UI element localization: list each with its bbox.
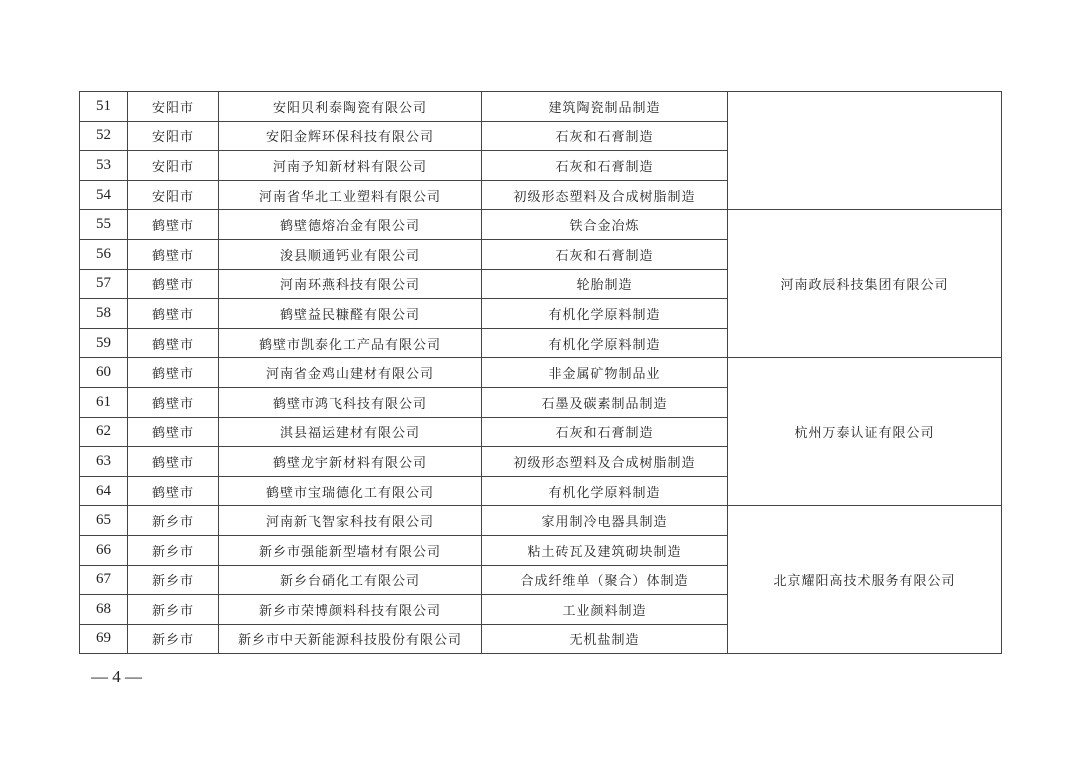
industry-cell: 有机化学原料制造: [482, 328, 728, 358]
company-name-cell: 浚县顺通钙业有限公司: [219, 239, 482, 269]
company-name-cell: 河南省金鸡山建材有限公司: [219, 358, 482, 388]
company-name-cell: 鹤壁市宝瑞德化工有限公司: [219, 476, 482, 506]
company-name-cell: 河南省华北工业塑料有限公司: [219, 180, 482, 210]
row-number: 52: [80, 121, 128, 151]
service-agency-cell: 北京耀阳高技术服务有限公司: [728, 506, 1002, 654]
row-number: 58: [80, 299, 128, 329]
industry-cell: 建筑陶瓷制品制造: [482, 92, 728, 122]
industry-cell: 有机化学原料制造: [482, 476, 728, 506]
city-cell: 新乡市: [128, 506, 219, 536]
industry-cell: 初级形态塑料及合成树脂制造: [482, 447, 728, 477]
row-number: 57: [80, 269, 128, 299]
company-name-cell: 河南新飞智家科技有限公司: [219, 506, 482, 536]
industry-cell: 石灰和石膏制造: [482, 417, 728, 447]
row-number: 59: [80, 328, 128, 358]
city-cell: 鹤壁市: [128, 210, 219, 240]
row-number: 69: [80, 624, 128, 654]
industry-cell: 石灰和石膏制造: [482, 121, 728, 151]
company-name-cell: 鹤壁龙宇新材料有限公司: [219, 447, 482, 477]
company-name-cell: 安阳金辉环保科技有限公司: [219, 121, 482, 151]
row-number: 51: [80, 92, 128, 122]
industry-cell: 粘土砖瓦及建筑砌块制造: [482, 535, 728, 565]
industry-cell: 初级形态塑料及合成树脂制造: [482, 180, 728, 210]
city-cell: 新乡市: [128, 595, 219, 625]
company-name-cell: 鹤壁市鸿飞科技有限公司: [219, 387, 482, 417]
company-name-cell: 河南予知新材料有限公司: [219, 151, 482, 181]
city-cell: 鹤壁市: [128, 417, 219, 447]
city-cell: 安阳市: [128, 180, 219, 210]
company-name-cell: 安阳贝利泰陶瓷有限公司: [219, 92, 482, 122]
table-row: [80, 358, 1002, 388]
service-agency-cell: [728, 92, 1002, 210]
industry-cell: 工业颜料制造: [482, 595, 728, 625]
industry-cell: 石灰和石膏制造: [482, 239, 728, 269]
industry-cell: 合成纤维单（聚合）体制造: [482, 565, 728, 595]
company-name-cell: 新乡市强能新型墙材有限公司: [219, 535, 482, 565]
enterprise-list-table: [79, 91, 1002, 654]
row-number: 65: [80, 506, 128, 536]
service-agency-cell: 河南政辰科技集团有限公司: [728, 210, 1002, 358]
industry-cell: 石灰和石膏制造: [482, 151, 728, 181]
city-cell: 安阳市: [128, 92, 219, 122]
company-name-cell: 新乡市荣博颜料科技有限公司: [219, 595, 482, 625]
industry-cell: 石墨及碳素制品制造: [482, 387, 728, 417]
city-cell: 鹤壁市: [128, 269, 219, 299]
city-cell: 鹤壁市: [128, 358, 219, 388]
city-cell: 安阳市: [128, 121, 219, 151]
city-cell: 鹤壁市: [128, 387, 219, 417]
row-number: 68: [80, 595, 128, 625]
company-name-cell: 新乡市中天新能源科技股份有限公司: [219, 624, 482, 654]
industry-cell: 家用制冷电器具制造: [482, 506, 728, 536]
row-number: 62: [80, 417, 128, 447]
industry-cell: 非金属矿物制品业: [482, 358, 728, 388]
city-cell: 鹤壁市: [128, 328, 219, 358]
table-row: [80, 506, 1002, 536]
industry-cell: 铁合金冶炼: [482, 210, 728, 240]
city-cell: 鹤壁市: [128, 476, 219, 506]
row-number: 56: [80, 239, 128, 269]
city-cell: 鹤壁市: [128, 447, 219, 477]
industry-cell: 有机化学原料制造: [482, 299, 728, 329]
company-name-cell: 淇县福运建材有限公司: [219, 417, 482, 447]
company-name-cell: 新乡台硝化工有限公司: [219, 565, 482, 595]
page-number: — 4 —: [91, 667, 142, 686]
city-cell: 新乡市: [128, 535, 219, 565]
city-cell: 鹤壁市: [128, 299, 219, 329]
row-number: 55: [80, 210, 128, 240]
row-number: 63: [80, 447, 128, 477]
service-agency-cell: 杭州万泰认证有限公司: [728, 358, 1002, 506]
company-name-cell: 鹤壁益民糠醛有限公司: [219, 299, 482, 329]
company-name-cell: 鹤壁德熔冶金有限公司: [219, 210, 482, 240]
industry-cell: 轮胎制造: [482, 269, 728, 299]
table-body: [80, 92, 1002, 654]
row-number: 64: [80, 476, 128, 506]
industry-cell: 无机盐制造: [482, 624, 728, 654]
row-number: 60: [80, 358, 128, 388]
table-row: [80, 210, 1002, 240]
row-number: 61: [80, 387, 128, 417]
city-cell: 新乡市: [128, 624, 219, 654]
row-number: 66: [80, 535, 128, 565]
row-number: 67: [80, 565, 128, 595]
company-name-cell: 鹤壁市凯泰化工产品有限公司: [219, 328, 482, 358]
table-row: [80, 92, 1002, 122]
row-number: 53: [80, 151, 128, 181]
company-name-cell: 河南环燕科技有限公司: [219, 269, 482, 299]
city-cell: 鹤壁市: [128, 239, 219, 269]
city-cell: 新乡市: [128, 565, 219, 595]
row-number: 54: [80, 180, 128, 210]
city-cell: 安阳市: [128, 151, 219, 181]
